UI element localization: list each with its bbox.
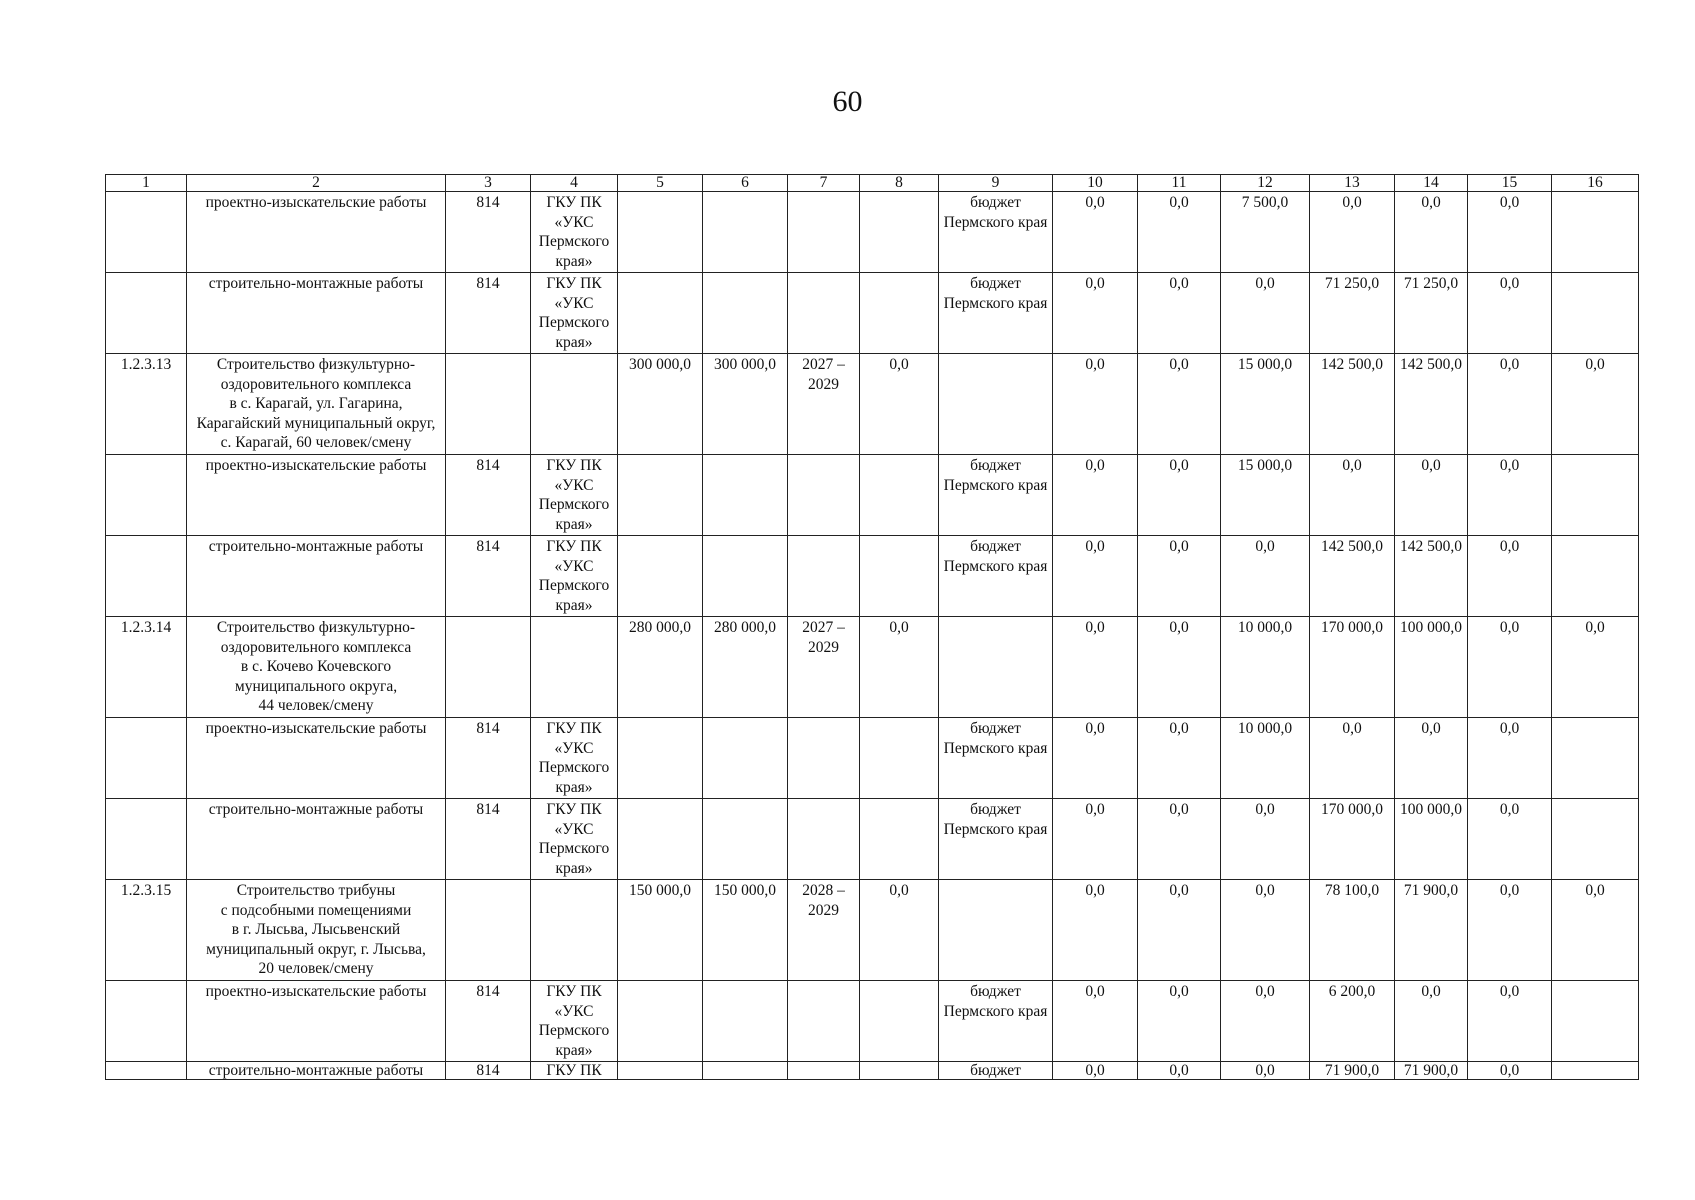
- table-cell-col-11: 0,0: [1138, 799, 1221, 880]
- table-cell-col-11: 0,0: [1138, 192, 1221, 273]
- table-cell-col-4: ГКУ ПК «УКС Пермского края»: [531, 455, 618, 536]
- table-cell-col-2: строительно-монтажные работы: [187, 799, 446, 880]
- table-cell-col-2: проектно-изыскательские работы: [187, 718, 446, 799]
- table-cell-col-9: [939, 617, 1053, 718]
- table-cell-col-10: 0,0: [1053, 273, 1138, 354]
- column-header-2: 2: [187, 175, 446, 192]
- table-cell-col-3: [446, 880, 531, 981]
- table-cell-col-16: [1552, 981, 1639, 1062]
- table-cell-col-14: 71 250,0: [1395, 273, 1468, 354]
- table-cell-col-4: ГКУ ПК «УКС Пермского края»: [531, 273, 618, 354]
- table-cell-col-13: 0,0: [1310, 192, 1395, 273]
- table-cell-col-1: [106, 1062, 187, 1080]
- table-row: [106, 354, 1639, 455]
- table-row: [106, 273, 1639, 354]
- table-cell-col-6: [703, 718, 788, 799]
- table-cell-col-11: 0,0: [1138, 354, 1221, 455]
- table-cell-col-2: строительно-монтажные работы: [187, 273, 446, 354]
- table-body: [106, 175, 1639, 1080]
- table-cell-col-1: [106, 536, 187, 617]
- table-cell-col-6: 300 000,0: [703, 354, 788, 455]
- column-header-15: 15: [1468, 175, 1552, 192]
- table-row: [106, 718, 1639, 799]
- table-cell-col-8: [860, 455, 939, 536]
- table-cell-col-10: 0,0: [1053, 880, 1138, 981]
- column-header-9: 9: [939, 175, 1053, 192]
- column-header-13: 13: [1310, 175, 1395, 192]
- table-row: [106, 455, 1639, 536]
- table-cell-col-7: [788, 1062, 860, 1080]
- table-cell-col-8: 0,0: [860, 617, 939, 718]
- column-header-3: 3: [446, 175, 531, 192]
- table-cell-col-7: [788, 273, 860, 354]
- column-header-16: 16: [1552, 175, 1639, 192]
- table-cell-col-4: ГКУ ПК «УКС Пермского края»: [531, 981, 618, 1062]
- table-cell-col-6: [703, 273, 788, 354]
- table-cell-col-14: 71 900,0: [1395, 1062, 1468, 1080]
- table-cell-col-6: [703, 192, 788, 273]
- table-cell-col-13: 0,0: [1310, 718, 1395, 799]
- table-cell-col-13: 6 200,0: [1310, 981, 1395, 1062]
- table-cell-col-1: [106, 981, 187, 1062]
- table-cell-col-14: 100 000,0: [1395, 617, 1468, 718]
- table-cell-col-12: 0,0: [1221, 981, 1310, 1062]
- table-cell-col-16: [1552, 536, 1639, 617]
- table-cell-col-15: 0,0: [1468, 354, 1552, 455]
- table-cell-col-7: [788, 536, 860, 617]
- table-cell-col-9: бюджет: [939, 1062, 1053, 1080]
- table-cell-col-7: [788, 718, 860, 799]
- column-header-12: 12: [1221, 175, 1310, 192]
- table-cell-col-4: [531, 354, 618, 455]
- table-cell-col-14: 0,0: [1395, 981, 1468, 1062]
- table-cell-col-1: 1.2.3.15: [106, 880, 187, 981]
- table-cell-col-2: Строительство трибуны с подсобными помещениями в г. Лысьва, Лысьвенский муниципальный округ, г. Лысьва, 20 человек/смену: [187, 880, 446, 981]
- table-cell-col-5: [618, 981, 703, 1062]
- table-cell-col-1: [106, 192, 187, 273]
- table-cell-col-5: [618, 718, 703, 799]
- table-cell-col-7: 2027 – 2029: [788, 354, 860, 455]
- table-cell-col-9: бюджет Пермского края: [939, 718, 1053, 799]
- table-cell-col-1: 1.2.3.14: [106, 617, 187, 718]
- table-cell-col-14: 0,0: [1395, 192, 1468, 273]
- table-cell-col-16: [1552, 273, 1639, 354]
- table-cell-col-12: 0,0: [1221, 536, 1310, 617]
- table-cell-col-6: [703, 1062, 788, 1080]
- table-cell-col-7: [788, 981, 860, 1062]
- table-cell-col-12: 0,0: [1221, 880, 1310, 981]
- table-cell-col-3: 814: [446, 799, 531, 880]
- table-row: [106, 1062, 1639, 1080]
- table-row: [106, 192, 1639, 273]
- table-cell-col-12: 15 000,0: [1221, 354, 1310, 455]
- table-cell-col-1: [106, 799, 187, 880]
- table-cell-col-10: 0,0: [1053, 1062, 1138, 1080]
- table-cell-col-15: 0,0: [1468, 799, 1552, 880]
- table-cell-col-15: 0,0: [1468, 880, 1552, 981]
- table-cell-col-3: 814: [446, 455, 531, 536]
- table-cell-col-6: [703, 536, 788, 617]
- table-cell-col-5: [618, 536, 703, 617]
- table-cell-col-15: 0,0: [1468, 1062, 1552, 1080]
- table-cell-col-15: 0,0: [1468, 273, 1552, 354]
- table-cell-col-12: 0,0: [1221, 1062, 1310, 1080]
- table-cell-col-12: 15 000,0: [1221, 455, 1310, 536]
- table-cell-col-15: 0,0: [1468, 718, 1552, 799]
- table-row: [106, 880, 1639, 981]
- table-cell-col-4: ГКУ ПК «УКС Пермского края»: [531, 718, 618, 799]
- table-cell-col-12: 0,0: [1221, 273, 1310, 354]
- column-header-6: 6: [703, 175, 788, 192]
- table-cell-col-15: 0,0: [1468, 455, 1552, 536]
- table-cell-col-5: 150 000,0: [618, 880, 703, 981]
- table-cell-col-9: бюджет Пермского края: [939, 455, 1053, 536]
- table-cell-col-9: [939, 354, 1053, 455]
- table-cell-col-13: 142 500,0: [1310, 354, 1395, 455]
- table-cell-col-10: 0,0: [1053, 354, 1138, 455]
- table-cell-col-15: 0,0: [1468, 192, 1552, 273]
- table-cell-col-8: [860, 981, 939, 1062]
- table-cell-col-6: [703, 455, 788, 536]
- table-cell-col-5: [618, 799, 703, 880]
- table-cell-col-13: 71 250,0: [1310, 273, 1395, 354]
- table-cell-col-12: 10 000,0: [1221, 617, 1310, 718]
- table-cell-col-1: 1.2.3.13: [106, 354, 187, 455]
- table-row: [106, 617, 1639, 718]
- table-cell-col-5: [618, 192, 703, 273]
- column-header-10: 10: [1053, 175, 1138, 192]
- table-cell-col-12: 7 500,0: [1221, 192, 1310, 273]
- table-cell-col-15: 0,0: [1468, 617, 1552, 718]
- table-cell-col-9: бюджет Пермского края: [939, 536, 1053, 617]
- table-cell-col-8: 0,0: [860, 354, 939, 455]
- table-cell-col-7: [788, 799, 860, 880]
- table-cell-col-16: [1552, 455, 1639, 536]
- table-cell-col-16: [1552, 192, 1639, 273]
- table-cell-col-3: 814: [446, 192, 531, 273]
- table-cell-col-6: [703, 799, 788, 880]
- table-cell-col-8: [860, 799, 939, 880]
- table-cell-col-9: бюджет Пермского края: [939, 192, 1053, 273]
- table-cell-col-5: 280 000,0: [618, 617, 703, 718]
- table-header-row: [106, 175, 1639, 192]
- table-cell-col-4: ГКУ ПК «УКС Пермского края»: [531, 536, 618, 617]
- table-cell-col-7: [788, 455, 860, 536]
- table-cell-col-8: [860, 718, 939, 799]
- table-cell-col-7: 2027 – 2029: [788, 617, 860, 718]
- column-header-8: 8: [860, 175, 939, 192]
- table-cell-col-10: 0,0: [1053, 455, 1138, 536]
- table-cell-col-3: 814: [446, 273, 531, 354]
- table-cell-col-16: [1552, 718, 1639, 799]
- table-cell-col-2: строительно-монтажные работы: [187, 536, 446, 617]
- column-header-11: 11: [1138, 175, 1221, 192]
- table-cell-col-13: 170 000,0: [1310, 799, 1395, 880]
- column-header-5: 5: [618, 175, 703, 192]
- table-cell-col-11: 0,0: [1138, 536, 1221, 617]
- table-cell-col-8: [860, 1062, 939, 1080]
- column-header-14: 14: [1395, 175, 1468, 192]
- column-header-4: 4: [531, 175, 618, 192]
- table-cell-col-11: 0,0: [1138, 718, 1221, 799]
- table-cell-col-1: [106, 273, 187, 354]
- table-cell-col-3: 814: [446, 718, 531, 799]
- table-cell-col-10: 0,0: [1053, 617, 1138, 718]
- table-cell-col-10: 0,0: [1053, 536, 1138, 617]
- table-cell-col-10: 0,0: [1053, 981, 1138, 1062]
- table-cell-col-9: [939, 880, 1053, 981]
- table-cell-col-5: 300 000,0: [618, 354, 703, 455]
- table-cell-col-14: 142 500,0: [1395, 354, 1468, 455]
- column-header-7: 7: [788, 175, 860, 192]
- table-cell-col-6: 150 000,0: [703, 880, 788, 981]
- table-cell-col-11: 0,0: [1138, 1062, 1221, 1080]
- table-row: [106, 536, 1639, 617]
- table-cell-col-16: 0,0: [1552, 617, 1639, 718]
- table-cell-col-16: 0,0: [1552, 354, 1639, 455]
- table-cell-col-5: [618, 1062, 703, 1080]
- table-cell-col-16: [1552, 799, 1639, 880]
- table-cell-col-10: 0,0: [1053, 192, 1138, 273]
- table-cell-col-3: [446, 617, 531, 718]
- table-cell-col-16: [1552, 1062, 1639, 1080]
- table-cell-col-3: 814: [446, 536, 531, 617]
- table-cell-col-8: 0,0: [860, 880, 939, 981]
- table-cell-col-16: 0,0: [1552, 880, 1639, 981]
- table-cell-col-11: 0,0: [1138, 455, 1221, 536]
- table-cell-col-11: 0,0: [1138, 273, 1221, 354]
- table-cell-col-10: 0,0: [1053, 718, 1138, 799]
- table-cell-col-13: 71 900,0: [1310, 1062, 1395, 1080]
- table-cell-col-9: бюджет Пермского края: [939, 981, 1053, 1062]
- table-row: [106, 981, 1639, 1062]
- table-cell-col-1: [106, 455, 187, 536]
- table-cell-col-3: [446, 354, 531, 455]
- page-number: 60: [832, 85, 863, 118]
- table-cell-col-8: [860, 273, 939, 354]
- column-header-1: 1: [106, 175, 187, 192]
- table-cell-col-13: 142 500,0: [1310, 536, 1395, 617]
- table-cell-col-11: 0,0: [1138, 981, 1221, 1062]
- table-cell-col-14: 0,0: [1395, 718, 1468, 799]
- table-cell-col-4: ГКУ ПК: [531, 1062, 618, 1080]
- table-cell-col-8: [860, 192, 939, 273]
- table-cell-col-12: 0,0: [1221, 799, 1310, 880]
- table-cell-col-6: [703, 981, 788, 1062]
- table-cell-col-2: проектно-изыскательские работы: [187, 981, 446, 1062]
- table-cell-col-6: 280 000,0: [703, 617, 788, 718]
- table-cell-col-4: [531, 880, 618, 981]
- table-cell-col-2: проектно-изыскательские работы: [187, 455, 446, 536]
- table-cell-col-3: 814: [446, 981, 531, 1062]
- table-cell-col-15: 0,0: [1468, 981, 1552, 1062]
- table-cell-col-2: Строительство физкультурно- оздоровительного комплекса в с. Кочево Кочевского муниципального округа, 44 человек/смену: [187, 617, 446, 718]
- table-cell-col-13: 170 000,0: [1310, 617, 1395, 718]
- table-cell-col-11: 0,0: [1138, 617, 1221, 718]
- table-cell-col-2: проектно-изыскательские работы: [187, 192, 446, 273]
- table-cell-col-7: [788, 192, 860, 273]
- table-cell-col-11: 0,0: [1138, 880, 1221, 981]
- table-cell-col-12: 10 000,0: [1221, 718, 1310, 799]
- budget-table: [105, 174, 1639, 1080]
- table-cell-col-3: 814: [446, 1062, 531, 1080]
- table-cell-col-4: ГКУ ПК «УКС Пермского края»: [531, 799, 618, 880]
- table-cell-col-4: [531, 617, 618, 718]
- table-cell-col-5: [618, 273, 703, 354]
- table-cell-col-14: 142 500,0: [1395, 536, 1468, 617]
- table-cell-col-2: Строительство физкультурно- оздоровительного комплекса в с. Карагай, ул. Гагарина, Карагайский муниципальный округ, с. Карагай, 60 человек/смену: [187, 354, 446, 455]
- table-cell-col-2: строительно-монтажные работы: [187, 1062, 446, 1080]
- table-cell-col-9: бюджет Пермского края: [939, 273, 1053, 354]
- table-row: [106, 799, 1639, 880]
- table-cell-col-13: 0,0: [1310, 455, 1395, 536]
- table-cell-col-14: 71 900,0: [1395, 880, 1468, 981]
- table-cell-col-4: ГКУ ПК «УКС Пермского края»: [531, 192, 618, 273]
- table-cell-col-15: 0,0: [1468, 536, 1552, 617]
- table-cell-col-1: [106, 718, 187, 799]
- table-cell-col-9: бюджет Пермского края: [939, 799, 1053, 880]
- table-cell-col-14: 100 000,0: [1395, 799, 1468, 880]
- table-cell-col-5: [618, 455, 703, 536]
- table-cell-col-7: 2028 – 2029: [788, 880, 860, 981]
- table-cell-col-10: 0,0: [1053, 799, 1138, 880]
- table-cell-col-14: 0,0: [1395, 455, 1468, 536]
- table-cell-col-8: [860, 536, 939, 617]
- table-cell-col-13: 78 100,0: [1310, 880, 1395, 981]
